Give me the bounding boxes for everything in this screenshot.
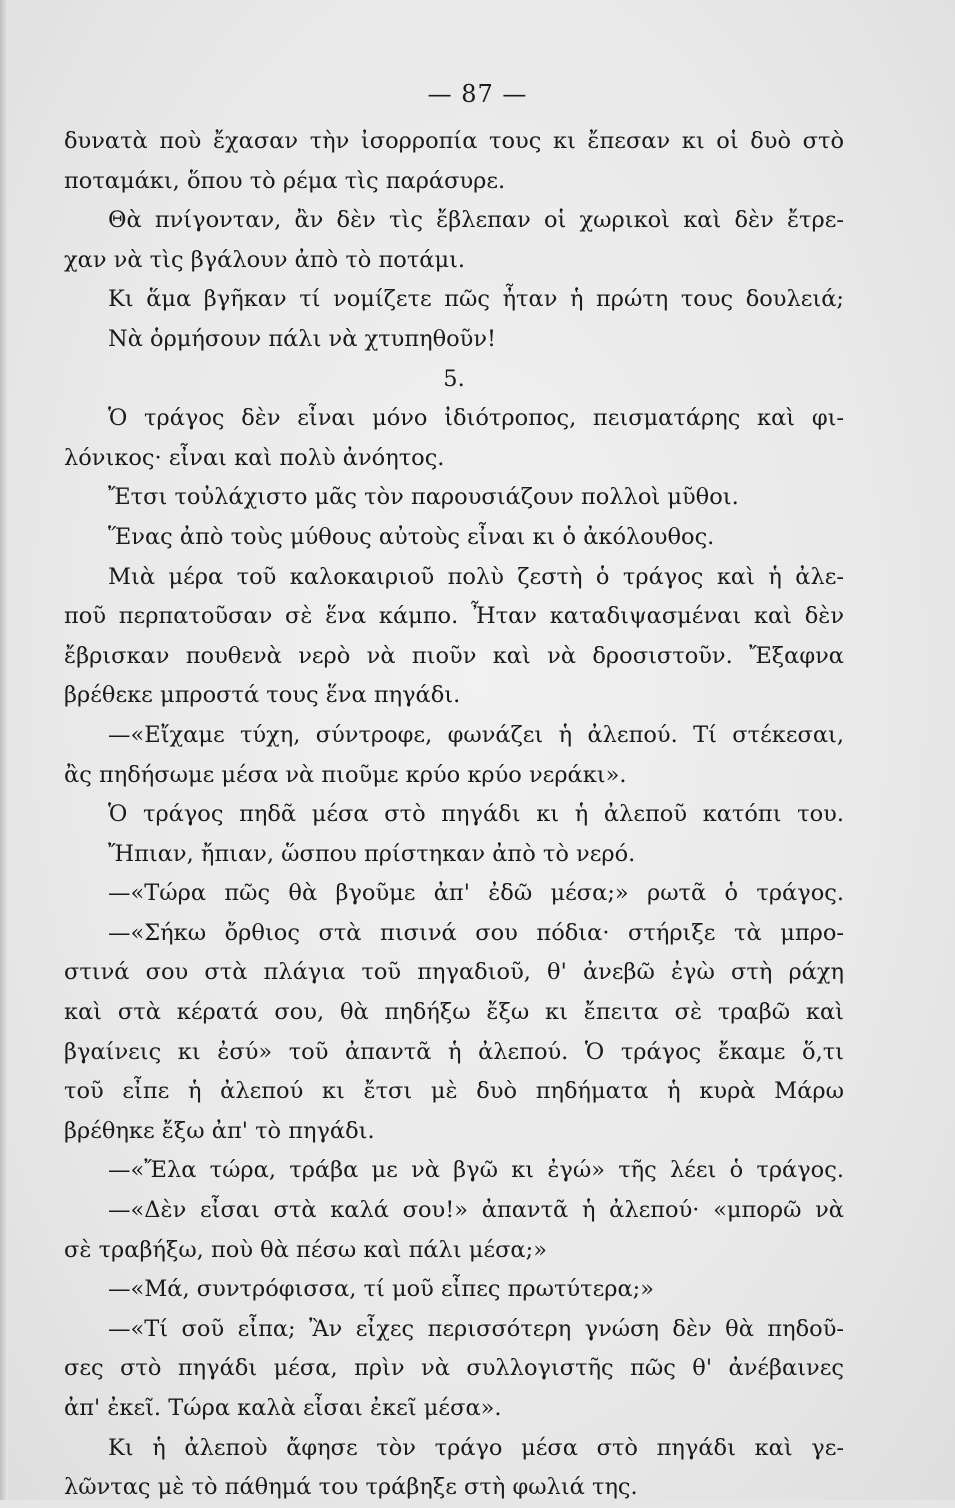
text-line: ἂς πηδήσωμε μέσα νὰ πιοῦμε κρύο κρύο νεράκι». (64, 761, 627, 788)
text-line: χαν νὰ τὶς βγάλουν ἀπὸ τὸ ποτάμι. (64, 246, 466, 273)
text-line: ποταμάκι, ὅπου τὸ ρέμα τὶς παράσυρε. (64, 167, 506, 194)
text-line: ποῦ περπατοῦσαν σὲ ἕνα κάμπο. Ἦταν καταδιψασμέναι καὶ δὲν (64, 603, 844, 630)
section-number: 5. (443, 365, 465, 392)
text-line: —«Δὲν εἶσαι στὰ καλά σου!» ἀπαντᾶ ἡ ἀλεπού· «μπορῶ νὰ (108, 1197, 844, 1224)
text-line: ἀπ' ἐκεῖ. Τώρα καλὰ εἶσαι ἐκεῖ μέσα». (64, 1395, 502, 1421)
text-line: —«Μά, συντρόφισσα, τί μοῦ εἶπες πρωτύτερα;» (108, 1276, 654, 1303)
text-line: Ἔτσι τοὐλάχιστο μᾶς τὸν παρουσιάζουν πολλοὶ μῦθοι. (108, 484, 739, 511)
text-line: βγαίνεις κι ἐσύ» τοῦ ἀπαντᾶ ἡ ἀλεπού. Ὁ τράγος ἔκαμε ὅ,τι (64, 1038, 844, 1065)
text-line: Κι ἡ ἀλεποὺ ἄφησε τὸν τράγο μέσα στὸ πηγάδι καὶ γε- (108, 1434, 844, 1461)
text-line: Ὁ τράγος δὲν εἶναι μόνο ἰδιότροπος, πεισματάρης καὶ φι- (108, 405, 844, 432)
text-line: λόνικος· εἶναι καὶ πολὺ ἀνόητος. (64, 444, 445, 471)
text-line: Κι ἅμα βγῆκαν τί νομίζετε πῶς ἦταν ἡ πρώτη τους δουλειά; (108, 286, 844, 313)
page-number: — 87 — (427, 80, 528, 108)
text-line: Θὰ πνίγονταν, ἂν δὲν τὶς ἔβλεπαν οἱ χωρικοὶ καὶ δὲν ἔτρε- (108, 207, 844, 234)
text-line: σὲ τραβήξω, ποὺ θὰ πέσω καὶ πάλι μέσα;» (64, 1236, 547, 1263)
page-gutter-edge (0, 0, 8, 1500)
text-line: καὶ στὰ κέρατά σου, θὰ πηδήξω ἔξω κι ἔπειτα σὲ τραβῶ καὶ (64, 999, 844, 1026)
text-line: Ἤπιαν, ἤπιαν, ὥσπου πρίστηκαν ἀπὸ τὸ νερό. (108, 840, 636, 867)
text-line: —«Τώρα πῶς θὰ βγοῦμε ἀπ' ἐδῶ μέσα;» ρωτᾶ ὁ τράγος. (108, 880, 844, 907)
text-line: Ἕνας ἀπὸ τοὺς μύθους αὐτοὺς εἶναι κι ὁ ἀκόλουθος. (108, 523, 715, 550)
body-text (64, 122, 844, 1508)
text-line: τοῦ εἶπε ἡ ἀλεπού κι ἔτσι μὲ δυὸ πηδήματα ἡ κυρὰ Μάρω (64, 1078, 844, 1105)
text-line: Μιὰ μέρα τοῦ καλοκαιριοῦ πολὺ ζεστὴ ὁ τράγος καὶ ἡ ἀλε- (108, 563, 844, 590)
text-line: Ὁ τράγος πηδᾶ μέσα στὸ πηγάδι κι ἡ ἀλεποῦ κατόπι του. (108, 801, 844, 828)
text-line: δυνατὰ ποὺ ἔχασαν τὴν ἰσορροπία τους κι ἔπεσαν κι οἱ δυὸ στὸ (64, 128, 844, 154)
text-line: βρέθεκε μπροστά τους ἕνα πηγάδι. (64, 682, 461, 709)
text-line: —«Ἔλα τώρα, τράβα με νὰ βγῶ κι ἐγώ» τῆς λέει ὁ τράγος. (108, 1157, 844, 1184)
text-line: λῶντας μὲ τὸ πάθημά του τράβηξε στὴ φωλιά της. (64, 1474, 638, 1501)
text-line: σες στὸ πηγάδι μέσα, πρὶν νὰ συλλογιστῆς πῶς θ' ἀνέβαινες (64, 1355, 844, 1382)
text-line: —«Εἴχαμε τύχη, σύντροφε, φωνάζει ἡ ἀλεπού. Τί στέκεσαι, (108, 721, 844, 748)
text-line: στινά σου στὰ πλάγια τοῦ πηγαδιοῦ, θ' ἀνεβῶ ἐγὼ στὴ ράχη (64, 959, 844, 986)
text-line: βρέθηκε ἔξω ἀπ' τὸ πηγάδι. (64, 1117, 375, 1144)
text-line: Νὰ ὁρμήσουν πάλι νὰ χτυπηθοῦν! (108, 325, 497, 352)
text-line: ἔβρισκαν πουθενὰ νερὸ νὰ πιοῦν καὶ νὰ δροσιστοῦν. Ἔξαφνα (64, 642, 844, 669)
text-line: —«Τί σοῦ εἶπα; Ἂν εἶχες περισσότερη γνώση δὲν θὰ πηδοῦ- (108, 1315, 844, 1342)
text-line: —«Σήκω ὄρθιος στὰ πισινά σου πόδια· στήριξε τὰ μπρο- (108, 919, 844, 946)
